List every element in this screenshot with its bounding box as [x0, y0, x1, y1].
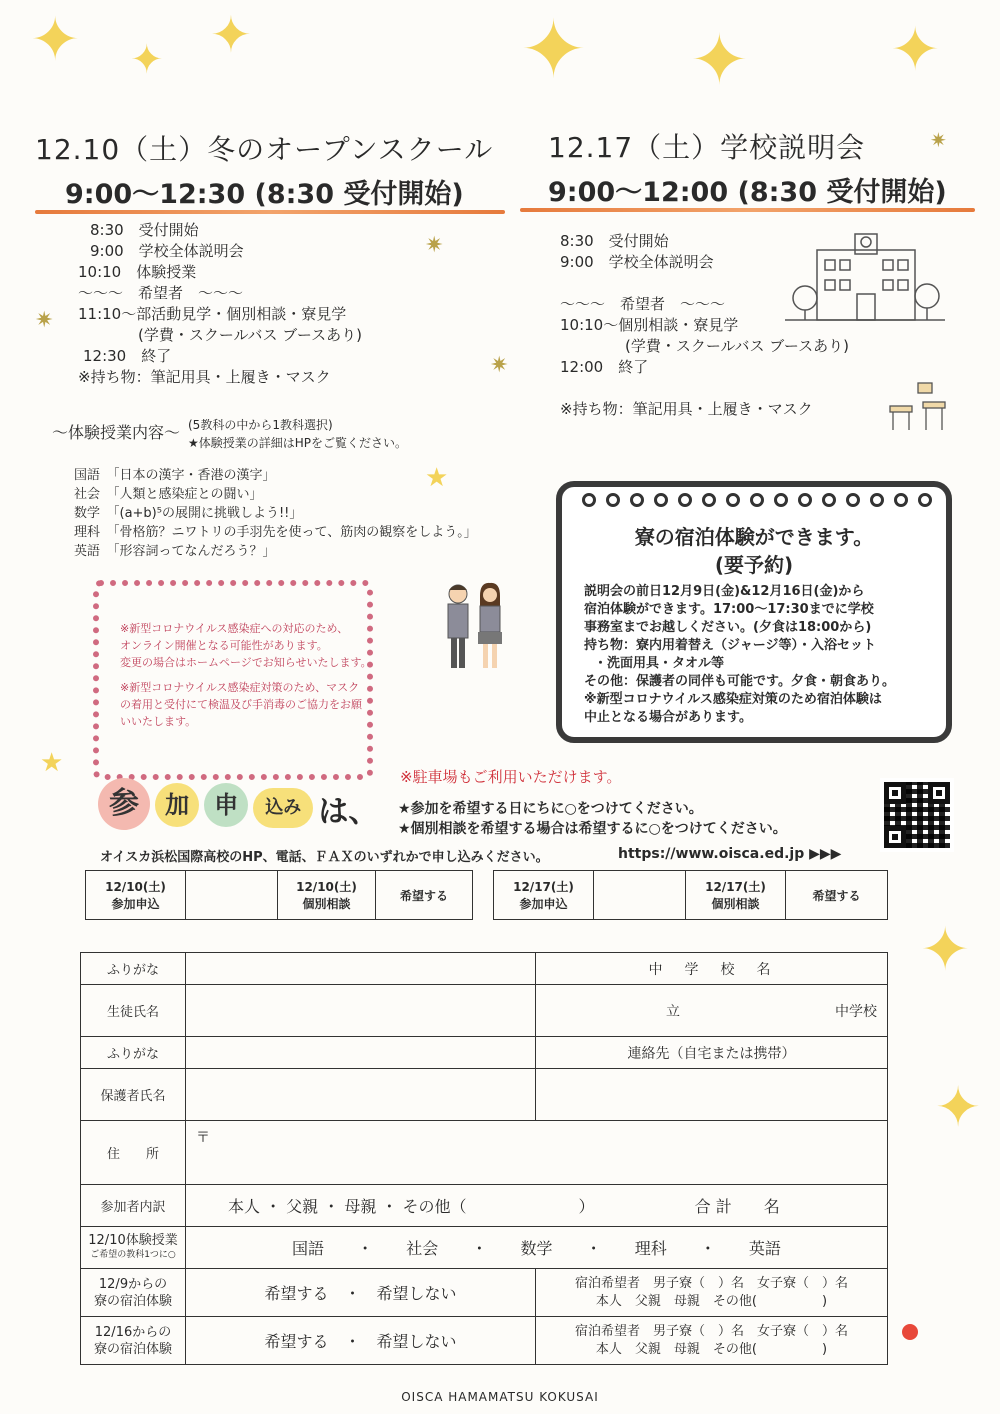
sparkle-icon: ★	[425, 463, 449, 493]
apply-instruction: ★参加を希望する日にちに○をつけてください。	[398, 801, 703, 817]
furigana-label: ふりがな	[81, 1037, 186, 1069]
cell-label: 12/10(土) 個別相談	[278, 871, 376, 920]
qr-corner	[884, 826, 906, 848]
left-schedule	[78, 220, 362, 388]
trial-note: (5教科の中から1教科選択)	[188, 418, 333, 432]
separator: ・	[699, 1239, 716, 1258]
sparkle-icon: ✦	[935, 1075, 982, 1139]
dorm-line: その他：保護者の同伴も可能です。夕食・朝食あり。	[584, 674, 895, 689]
apply-char: 加	[155, 783, 199, 827]
dorm-line: 事務室までお越しください。(夕食は18:00から)	[584, 620, 872, 635]
ring-icon	[702, 493, 716, 507]
total-label: 合 計 名	[694, 1197, 780, 1216]
left-event-title: 12.10（土）冬のオープンスクール	[35, 133, 494, 166]
ring-icon	[678, 493, 692, 507]
schedule-line: (学費・スクールバス ブースあり)	[625, 337, 849, 355]
schedule-line: ※持ち物：筆記用具・上履き・マスク	[78, 368, 331, 386]
separator: ・	[471, 1239, 488, 1258]
subject-option[interactable]: 国語	[292, 1239, 325, 1258]
trial-subject: 国語 「日本の漢字・香港の漢字」	[74, 468, 276, 483]
student-name-input[interactable]	[186, 985, 536, 1037]
qr-corner	[884, 782, 906, 804]
postal-mark: 〒	[196, 1130, 210, 1146]
ring-icon	[918, 493, 932, 507]
qr-code[interactable]	[880, 778, 954, 852]
sparkle-icon: ✷	[490, 353, 509, 378]
trial-subject: 理科 「骨格筋？ニワトリの手羽先を使って、筋肉の観察をしよう。」	[74, 525, 477, 540]
guardian-name-label: 保護者氏名	[81, 1069, 186, 1121]
stay-detail-line: 宿泊希望者 男子寮（ ）名 女子寮（ ）名	[574, 1275, 848, 1291]
separator: ・	[357, 1239, 374, 1258]
trial-choice-label	[81, 1227, 186, 1269]
trial-choice-options	[186, 1227, 888, 1269]
ring-icon	[870, 493, 884, 507]
right-event-title: 12.17（土）学校説明会	[548, 131, 866, 164]
sparkle-icon: ✦	[890, 15, 941, 85]
dorm-line: ※新型コロナウイルス感染症対策のため宿泊体験は	[584, 692, 882, 707]
trial-subject: 数学 「(a+b)⁵の展開に挑戦しよう!!」	[74, 506, 303, 521]
ring-icon	[894, 493, 908, 507]
trial-subject-list	[74, 463, 477, 561]
stay-choice[interactable]: 希望する ・ 希望しない	[186, 1317, 536, 1365]
subject-option[interactable]: 社会	[406, 1239, 439, 1258]
caution-line: 変更の場合はホームページでお知らせいたします。	[120, 656, 372, 669]
left-event-time: 9:00〜12:30 (8:30 受付開始)	[65, 179, 464, 210]
sparkle-icon: ✷	[35, 308, 54, 333]
apply-char: 申	[204, 783, 248, 827]
students-illustration	[440, 580, 510, 675]
schedule-line: 10:10 体験授業	[78, 263, 197, 281]
sparkle-icon: ✦	[30, 5, 81, 75]
trial-subject: 英語 「形容詞ってなんだろう？」	[74, 544, 276, 559]
dorm-title: 寮の宿泊体験ができます。	[634, 525, 874, 549]
ring-icon	[798, 493, 812, 507]
participants-options: 本人 ・ 父親 ・ 母親 ・ その他（ ）	[228, 1197, 595, 1216]
schedule-line: 12:00 終了	[560, 358, 649, 376]
cell-label: 12/10(土) 参加申込	[86, 871, 186, 920]
guardian-name-input[interactable]	[186, 1069, 536, 1121]
cell-label: 12/17(土) 参加申込	[494, 871, 594, 920]
caution-line: いいたします。	[120, 715, 197, 728]
cell-input[interactable]	[186, 871, 278, 920]
trial-choice-title: 12/10体験授業	[88, 1232, 178, 1248]
schedule-line	[560, 378, 849, 399]
participants-input[interactable]	[186, 1185, 888, 1227]
dorm-line: 宿泊体験ができます。17:00〜17:30までに学校	[584, 602, 874, 617]
schedule-line: ※持ち物：筆記用具・上履き・マスク	[560, 400, 813, 418]
website-link[interactable]: https://www.oisca.ed.jp ▶▶▶	[618, 846, 842, 862]
dorm-subtitle: (要予約)	[714, 553, 794, 577]
caution-line: の着用と受付にて検温及び手消毒のご協力をお願	[120, 698, 362, 711]
contact-label: 連絡先（自宅または携帯）	[536, 1037, 888, 1069]
dorm-line: 持ち物：寮内用着替え（ジャージ等）・入浴セット	[584, 638, 876, 653]
trial-choice-sub: ご希望の教科1つに○	[90, 1249, 176, 1260]
school-name-label: 中 学 校 名	[536, 953, 888, 985]
dorm-line: 説明会の前日12月9日(金)&12月16日(金)から	[584, 584, 865, 599]
application-form	[80, 952, 888, 1365]
ring-icon	[630, 493, 644, 507]
stay-label: 12/9からの 寮の宿泊体験	[81, 1269, 186, 1317]
sparkle-icon: ✦	[210, 6, 252, 64]
sparkle-icon: ✷	[425, 233, 444, 258]
apply-char: 参	[98, 778, 150, 830]
furigana-label: ふりがな	[81, 953, 186, 985]
address-label: 住 所	[81, 1121, 186, 1185]
sparkle-icon: ✦	[130, 37, 164, 83]
school-name-input[interactable]	[536, 985, 888, 1037]
apply-heading	[98, 778, 378, 831]
ring-icon	[606, 493, 620, 507]
ring-icon	[750, 493, 764, 507]
ring-icon	[726, 493, 740, 507]
apply-instruction: ★個別相談を希望する場合は希望するに○をつけてください。	[398, 821, 787, 837]
stay-label: 12/16からの 寮の宿泊体験	[81, 1317, 186, 1365]
ring-icon	[846, 493, 860, 507]
dorm-text	[584, 583, 895, 727]
schedule-line: 9:00 学校全体説明会	[560, 253, 714, 271]
sparkle-icon: ✦	[920, 915, 971, 985]
caution-line: ※新型コロナウイルス感染症対策のため、マスク	[120, 681, 360, 694]
schedule-line: 12:30 終了	[83, 347, 172, 365]
address-input[interactable]	[186, 1121, 888, 1185]
caution-line: オンライン開催となる可能性があります。	[120, 639, 328, 652]
apply-char: 込み	[253, 788, 313, 828]
sparkle-icon: ★	[40, 748, 64, 778]
stay-detail[interactable]	[536, 1269, 888, 1317]
dorm-notice-box	[556, 481, 952, 743]
caution-line: ※新型コロナウイルス感染症への対応のため、	[120, 622, 349, 635]
guardian-furigana-input[interactable]	[186, 1037, 536, 1069]
hope-option[interactable]: 希望する	[376, 871, 473, 920]
student-name-label: 生徒氏名	[81, 985, 186, 1037]
dorm-line: ・洗面用具・タオル等	[594, 656, 725, 671]
cell-input[interactable]	[594, 871, 686, 920]
sun-icon	[902, 1324, 918, 1340]
contact-input[interactable]	[536, 1069, 888, 1121]
trial-subject: 社会 「人類と感染症との闘い」	[74, 487, 263, 502]
stay-detail-line: 本人 父親 母親 その他( )	[595, 1293, 828, 1309]
desk-icon	[888, 380, 948, 435]
ring-icon	[774, 493, 788, 507]
dec17-apply-table	[493, 870, 888, 920]
caution-text	[120, 620, 372, 730]
stay-choice[interactable]: 希望する ・ 希望しない	[186, 1269, 536, 1317]
cell-label: 12/17(土) 個別相談	[686, 871, 786, 920]
schedule-line: 9:00 学校全体説明会	[90, 242, 244, 260]
participants-label: 参加者内訳	[81, 1185, 186, 1227]
dorm-line: 中止となる場合があります。	[584, 710, 752, 725]
right-underline	[520, 208, 975, 212]
trial-note: ★体験授業の詳細はHPをご覧ください。	[188, 436, 408, 450]
ritsu-label: 立	[666, 1004, 680, 1020]
schedule-line: 11:10〜部活動見学・個別相談・寮見学	[78, 305, 347, 323]
schedule-line: 〜〜〜 希望者 〜〜〜	[560, 295, 726, 313]
stay-detail-line: 本人 父親 母親 その他( )	[595, 1341, 828, 1357]
parking-note: ※駐車場もご利用いただけます。	[400, 768, 622, 786]
sparkle-icon: ✦	[690, 19, 749, 101]
schedule-line: 〜〜〜 希望者 〜〜〜	[78, 284, 244, 302]
separator: ・	[585, 1239, 602, 1258]
apply-method: オイスカ浜松国際高校のHP、電話、ＦＡＸのいずれかで申し込みください。	[100, 850, 549, 865]
trial-heading: 〜体験授業内容〜	[52, 423, 181, 442]
dec10-apply-table	[85, 870, 473, 920]
ring-icon	[822, 493, 836, 507]
schedule-line: 10:10〜個別相談・寮見学	[560, 316, 739, 334]
right-event-time: 9:00〜12:00 (8:30 受付開始)	[548, 177, 947, 208]
left-underline	[35, 210, 505, 214]
ring-icon	[582, 493, 596, 507]
schedule-line: 8:30 受付開始	[560, 232, 669, 250]
apply-char: は、	[318, 794, 379, 830]
school-building-icon	[785, 228, 945, 323]
footer-name: OISCA HAMAMATSU KOKUSAI	[401, 1390, 599, 1404]
sparkle-icon: ✷	[930, 128, 947, 152]
caution-line	[120, 671, 372, 679]
sparkle-icon: ✦	[520, 3, 588, 96]
stay-detail[interactable]	[536, 1317, 888, 1365]
subject-option[interactable]: 英語	[748, 1239, 781, 1258]
stay-detail-line: 宿泊希望者 男子寮（ ）名 女子寮（ ）名	[574, 1323, 848, 1339]
hope-option[interactable]: 希望する	[786, 871, 888, 920]
subject-option[interactable]: 理科	[634, 1239, 667, 1258]
subject-option[interactable]: 数学	[520, 1239, 553, 1258]
ring-icon	[654, 493, 668, 507]
junior-high-label: 中学校	[835, 1004, 877, 1020]
schedule-line: (学費・スクールバス ブースあり)	[138, 326, 362, 344]
furigana-input[interactable]	[186, 953, 536, 985]
qr-corner	[928, 782, 950, 804]
schedule-line: 8:30 受付開始	[90, 221, 199, 239]
